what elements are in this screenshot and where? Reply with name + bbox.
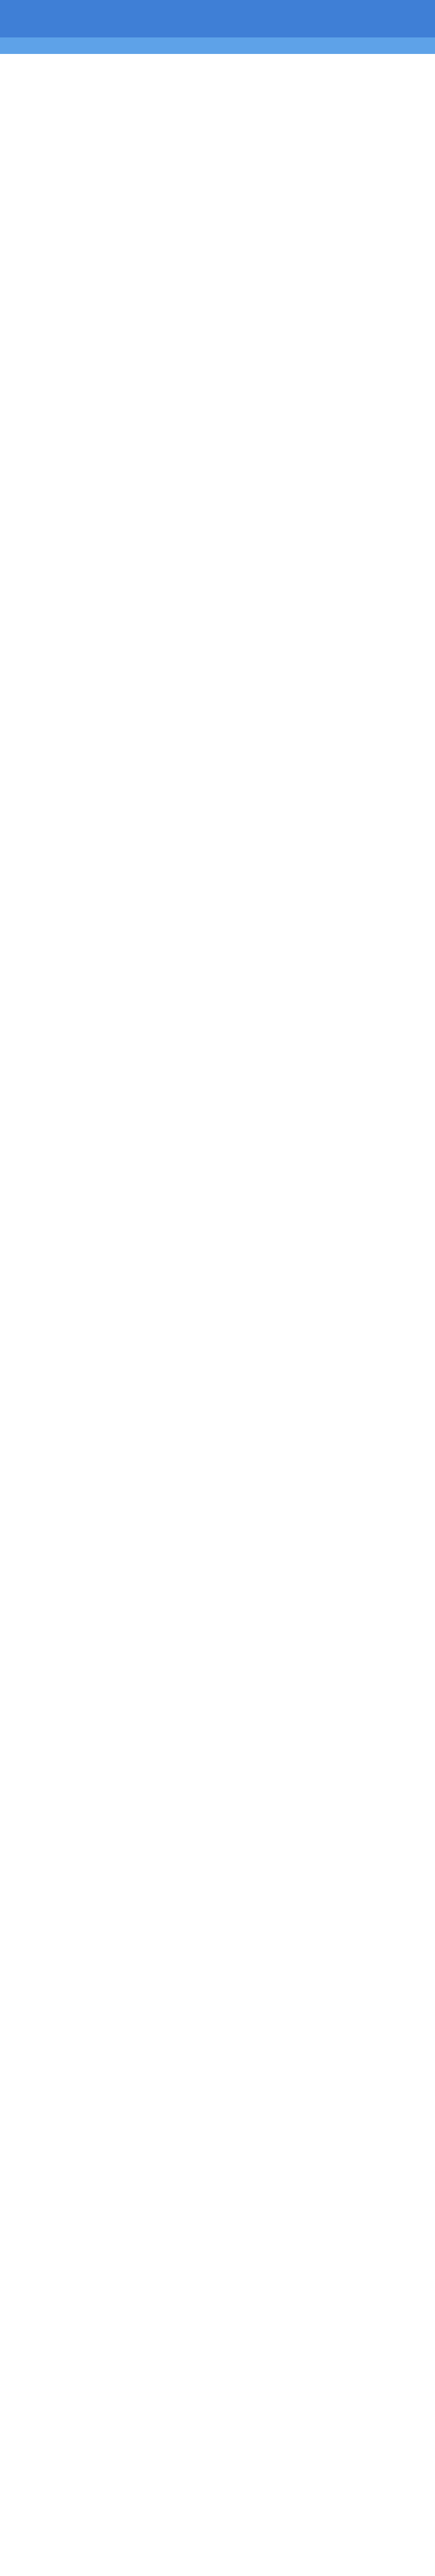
header-male <box>385 37 410 54</box>
header-meaning <box>187 37 385 54</box>
header-category <box>0 37 83 54</box>
header-female <box>410 37 435 54</box>
page-title <box>0 0 435 37</box>
header-items <box>83 37 187 54</box>
table-body <box>0 54 435 2576</box>
table-header <box>0 37 435 54</box>
